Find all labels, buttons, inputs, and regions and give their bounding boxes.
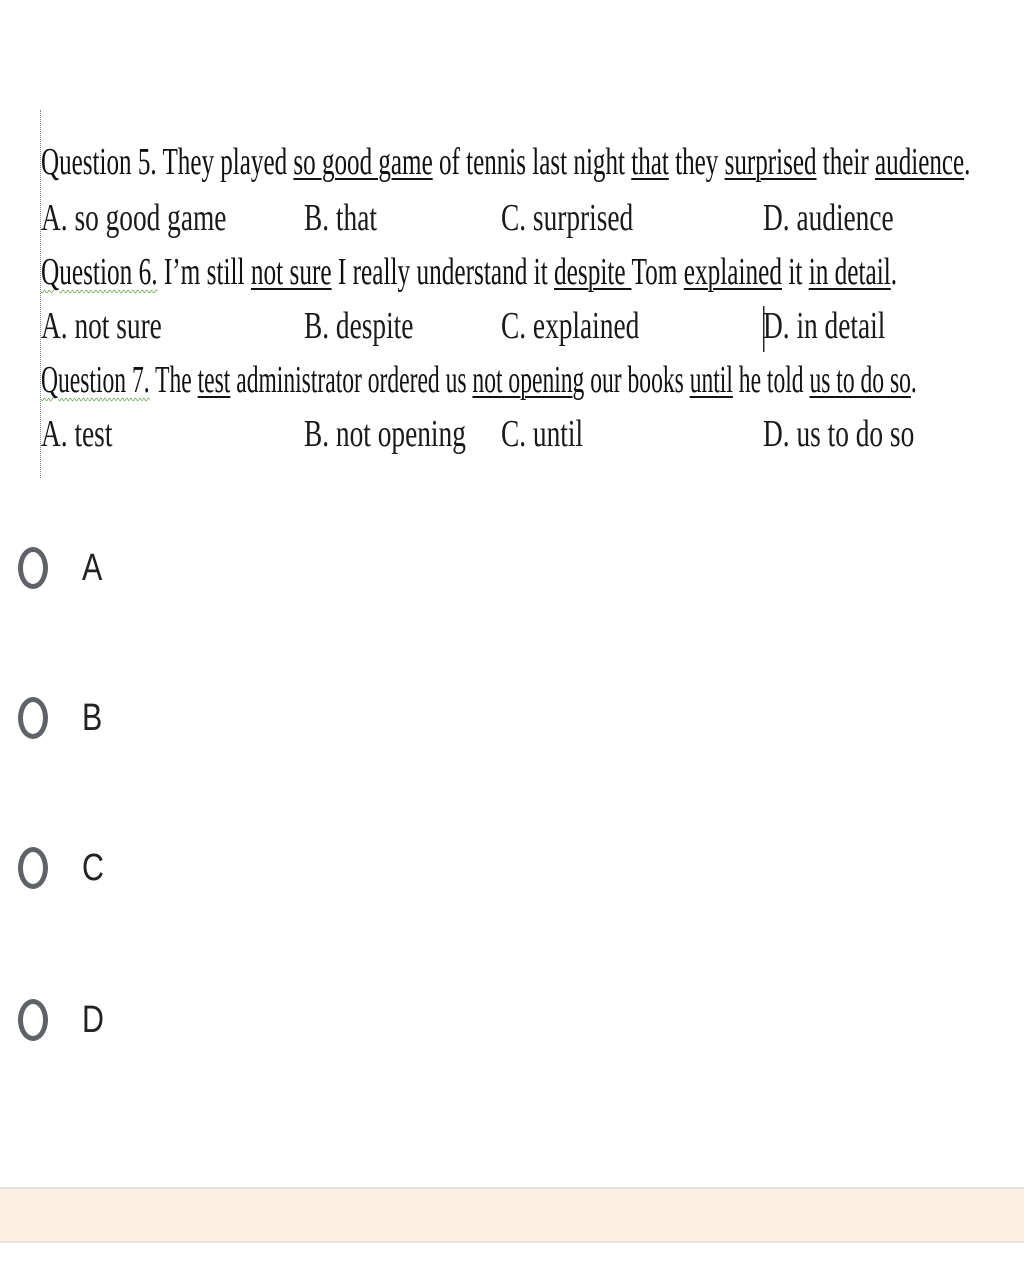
question-image [40, 110, 1011, 478]
underlined-segment: so good game [293, 141, 433, 183]
underlined-segment: that [631, 141, 669, 183]
stem-text: our books [584, 359, 690, 401]
underlined-segment: test [197, 359, 231, 401]
answer-choice-b[interactable] [18, 688, 107, 748]
stem-text: Tom [631, 251, 684, 293]
option-b: B. not opening [304, 413, 466, 455]
question-6-options [41, 300, 1011, 352]
underlined-segment: us to do so [809, 359, 911, 401]
underlined-segment: not opening [472, 359, 585, 401]
stem-text: The [149, 359, 198, 401]
stem-text: . [964, 141, 971, 183]
question-6-stem [41, 246, 898, 298]
stem-text: their [816, 141, 876, 183]
radio-button-icon[interactable] [18, 999, 48, 1041]
option-c: C. explained [501, 305, 640, 347]
stem-text: Question 6. [41, 251, 158, 293]
option-b: B. despite [304, 305, 414, 347]
stem-text: . [910, 359, 917, 401]
stem-text: . [890, 251, 898, 293]
underlined-segment: in detail [808, 251, 891, 293]
stem-text: they [668, 141, 725, 183]
stem-text: I really understand it [331, 251, 555, 293]
radio-button-icon[interactable] [18, 847, 48, 889]
question-7-stem [41, 354, 917, 406]
stem-text: of tennis last night [432, 141, 632, 183]
answer-label-a: A [82, 546, 103, 589]
stem-text: it [782, 251, 809, 293]
option-a: A. test [41, 413, 113, 455]
option-d: D. us to do so [763, 413, 915, 455]
question-7-options [41, 408, 1011, 460]
underlined-segment: until [689, 359, 733, 401]
radio-button-icon[interactable] [18, 697, 48, 739]
answer-choice-c[interactable] [18, 838, 109, 898]
option-c: C. surprised [501, 197, 634, 239]
option-d: D. audience [763, 197, 894, 239]
footer-band [0, 1187, 1024, 1243]
answer-label-b: B [82, 696, 103, 739]
underlined-segment: despite [554, 251, 632, 293]
stem-text: I’m still [157, 251, 251, 293]
option-d: D. in detail [763, 300, 885, 352]
stem-text: he told [732, 359, 810, 401]
underlined-segment: surprised [724, 141, 817, 183]
question-5-stem [41, 136, 971, 188]
option-a: A. not sure [41, 305, 162, 347]
answer-choice-a[interactable] [18, 538, 107, 598]
question-5-options [41, 192, 1011, 244]
stem-text: Question 5. They played [41, 141, 294, 183]
option-a: A. so good game [41, 197, 227, 239]
stem-text: administrator ordered us [230, 359, 473, 401]
underlined-segment: audience [875, 141, 965, 183]
option-b: B. that [304, 197, 377, 239]
answer-label-d: D [82, 998, 104, 1041]
stem-text: Question 7. [41, 359, 150, 401]
underlined-segment: not sure [250, 251, 332, 293]
answer-choice-d[interactable] [18, 990, 109, 1050]
underlined-segment: explained [683, 251, 783, 293]
answer-label-c: C [82, 846, 104, 889]
option-c: C. until [501, 413, 584, 455]
radio-button-icon[interactable] [18, 547, 48, 589]
